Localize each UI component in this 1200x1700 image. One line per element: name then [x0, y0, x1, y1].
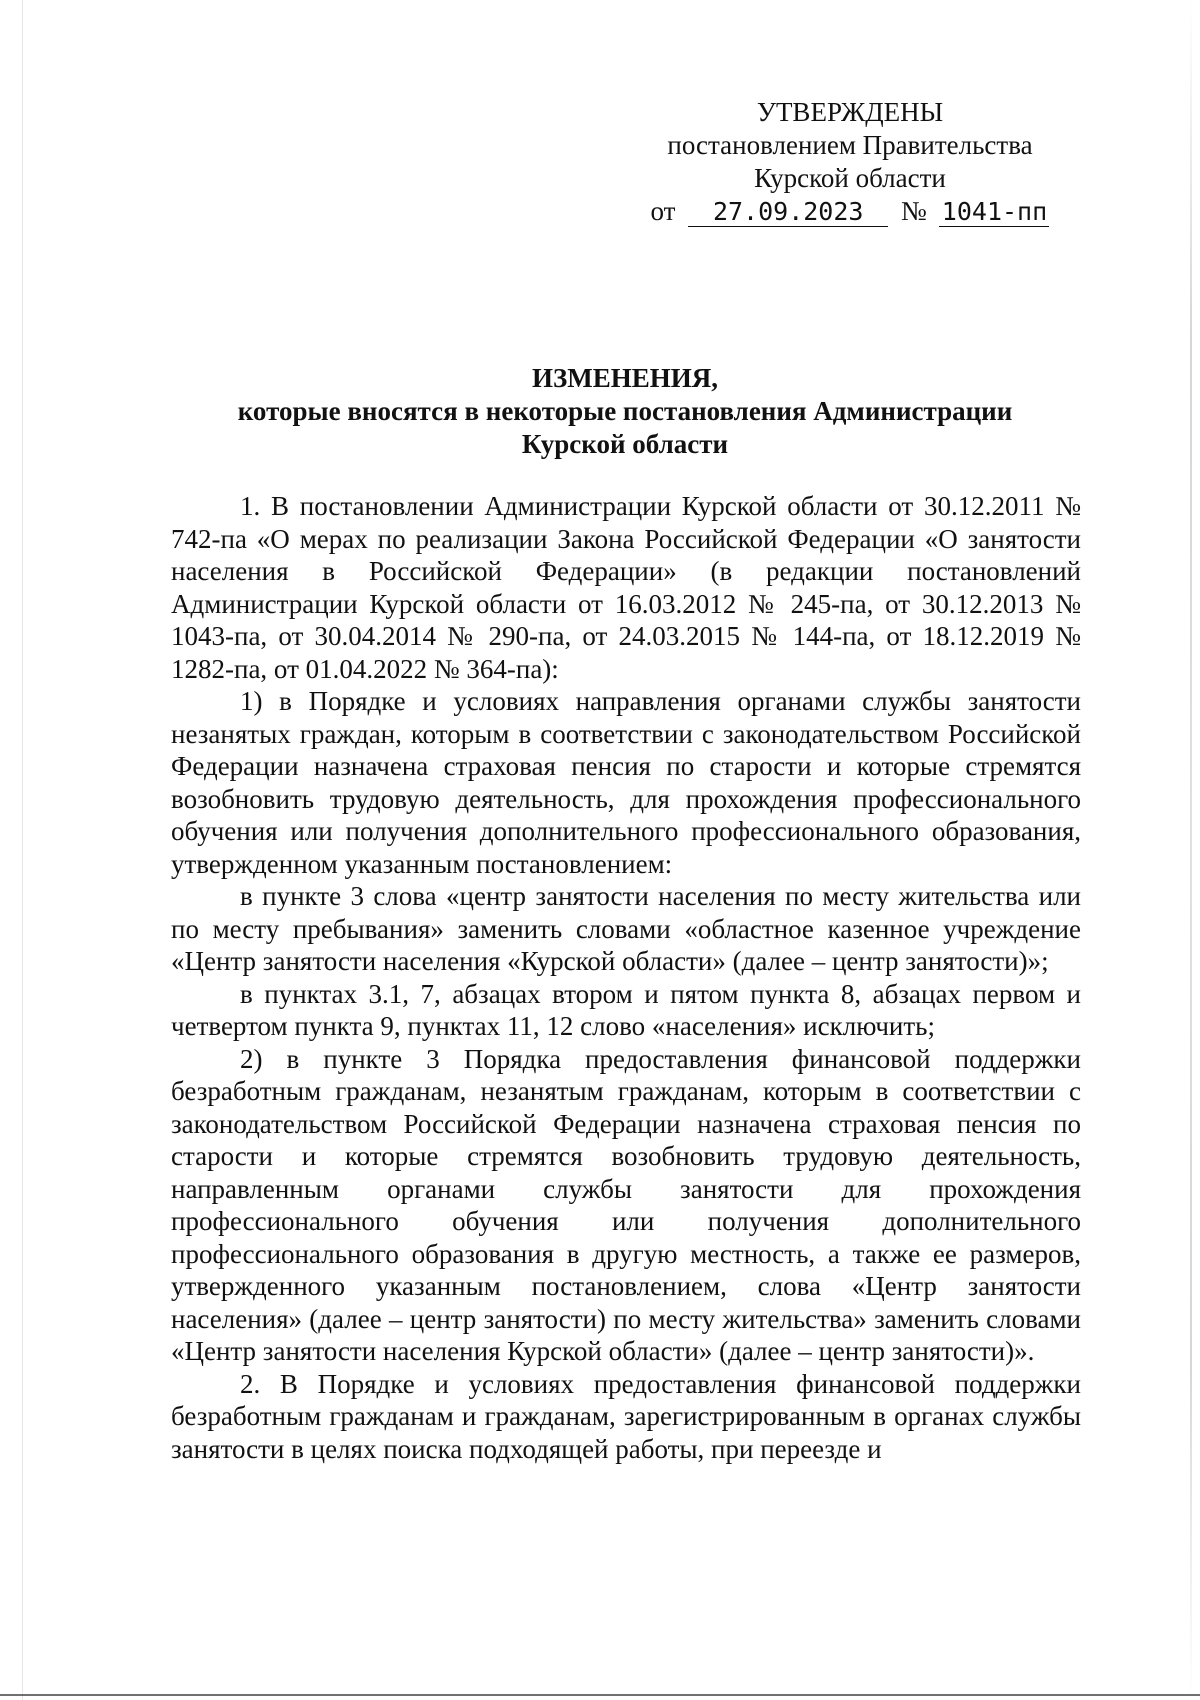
paragraph-1: 1. В постановлении Администрации Курской области от 30.12.2011 № 742-па «О мерах по реализации Закона Российской Федерации «О занятости населения в Российской Федерации» (в редакции постановлений Администрации Курской области от 16.03.2012 № 245-па, от 30.12.2013 № 1043-па, от 30.04.2014 № 290-па, от 24.03.2015 № 144-па, от 18.12.2019 № 1282-па, от 01.04.2022 № 364-па): [171, 491, 1081, 684]
paragraph-4: в пунктах 3.1, 7, абзацах втором и пятом пункта 8, абзацах первом и четвертом пункта 9, пунктах 11, 12 слово «населения» исключить; [171, 978, 1081, 1041]
paragraph-3: в пункте 3 слова «центр занятости населения по месту жительства или по месту пребывания» заменить словами «областное казенное учреждение «Центр занятости населения «Курской области» (далее – центр занятости)»; [171, 881, 1081, 976]
approval-region: Курской области [754, 163, 946, 193]
scan-edge-bottom [0, 1694, 1200, 1696]
paragraph-5: 2) в пункте 3 Порядка предоставления финансовой поддержки безработным гражданам, незанятым гражданам, которым в соответствии с законодательством Российской Федерации назначена страховая пенсия по старости и которые стремятся возобновить трудовую деятельность, направленным органами службы занятости для прохождения профессионального обучения или получения дополнительного профессионального образования в другую местность, а также ее размеров, утвержденного указанным постановлением, слова «Центр занятости населения» (далее – центр занятости) по месту жительства» заменить словами «Центр занятости населения Курской области» (далее – центр занятости)». [171, 1043, 1081, 1366]
scan-edge-left [22, 0, 23, 1700]
document-title [170, 362, 1080, 461]
paragraph-6: 2. В Порядке и условиях предоставления финансовой поддержки безработным гражданам и гражданам, зарегистрированным в органах службы занятости в целях поиска подходящей работы, при переезде и [171, 1368, 1081, 1464]
approval-date: 27.09.2023 [688, 198, 888, 227]
approval-authority: постановлением Правительства [667, 130, 1033, 160]
date-prefix: от [650, 196, 676, 226]
number-prefix: № [900, 196, 927, 226]
scan-edge-right [1190, 0, 1192, 1700]
title-subheading-line2: Курской области [521, 429, 729, 459]
title-heading: ИЗМЕНЕНИЯ, [531, 363, 718, 393]
approval-block [620, 96, 1080, 228]
title-subheading-line1: которые вносятся в некоторые постановления Администрации [237, 396, 1013, 426]
paragraph-2: 1) в Порядке и условиях направления органами службы занятости незанятых граждан, которым в соответствии с законодательством Российской Федерации назначена страховая пенсия по старости и которые стремятся возобновить трудовую деятельность, для прохождения профессионального обучения или получения дополнительного профессионального образования, утвержденном указанным постановлением: [171, 686, 1081, 879]
approval-number: 1041-пп [939, 198, 1049, 227]
document-body [171, 490, 1081, 1465]
approval-date-row [620, 195, 1080, 228]
approval-heading: УТВЕРЖДЕНЫ [756, 97, 944, 127]
